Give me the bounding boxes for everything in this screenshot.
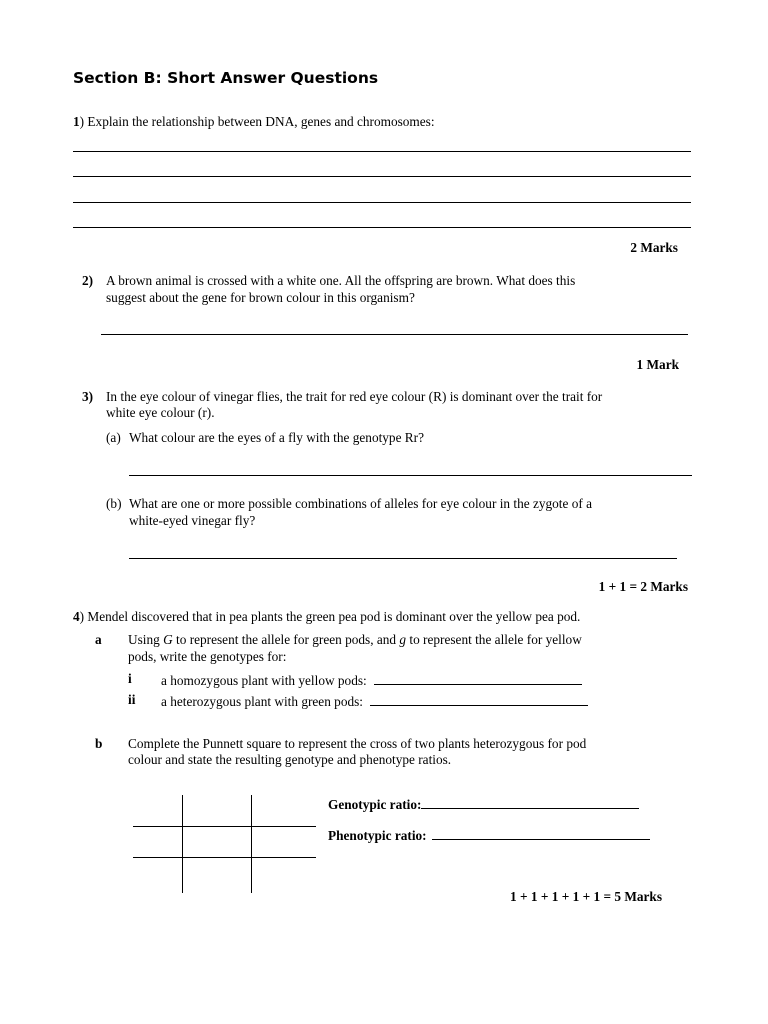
phenotypic-ratio-blank[interactable] xyxy=(432,826,650,840)
q4ai-answer-blank[interactable] xyxy=(374,671,582,685)
q4a-post: to represent the allele for yellow xyxy=(406,632,582,647)
q4aii-label: ii xyxy=(128,692,136,707)
genotypic-ratio-row xyxy=(328,795,639,813)
q4a-symbol-G: G xyxy=(163,632,173,647)
q3a-answer-line[interactable] xyxy=(129,475,692,476)
q4a-pre: Using xyxy=(128,632,164,647)
question-1 xyxy=(73,114,435,130)
q3-text-line-2: white eye colour (r). xyxy=(106,405,215,420)
q1-answer-line-1[interactable] xyxy=(73,151,691,152)
q3b-text-line-2: white-eyed vinegar fly? xyxy=(129,513,256,528)
q2-answer-line[interactable] xyxy=(101,334,688,335)
punnett-vertical-line-1 xyxy=(182,795,183,893)
punnett-horizontal-line-1 xyxy=(133,826,316,827)
punnett-horizontal-line-2 xyxy=(133,857,316,858)
q2-text-line-2: suggest about the gene for brown colour in this organism? xyxy=(106,290,415,305)
q3-text-line-1: In the eye colour of vinegar flies, the trait for red eye colour (R) is dominant over the trait for xyxy=(106,389,603,404)
q4ai-text: a homozygous plant with yellow pods: xyxy=(161,673,367,688)
q3-number: 3) xyxy=(82,389,94,404)
q4-intro: Mendel discovered that in pea plants the green pea pod is dominant over the yellow pea pod. xyxy=(84,609,581,624)
q4-paren: ) xyxy=(79,609,85,624)
q2-marks: 1 Mark xyxy=(636,357,679,372)
q4ai-row xyxy=(161,671,582,689)
q3b-text-line-1: What are one or more possible combinations of alleles for eye colour in the zygote of a xyxy=(129,496,593,511)
q1-number: 1 xyxy=(73,114,80,129)
phenotypic-ratio-label: Phenotypic ratio: xyxy=(328,828,427,843)
q3a-text: What colour are the eyes of a fly with the genotype Rr? xyxy=(129,430,425,445)
q1-answer-line-3[interactable] xyxy=(73,202,691,203)
q4ai-label: i xyxy=(128,671,132,686)
q4-marks: 1 + 1 + 1 + 1 + 1 = 5 Marks xyxy=(509,889,662,904)
q4a-symbol-g: g xyxy=(399,632,407,647)
q1-text: Explain the relationship between DNA, genes and chromosomes: xyxy=(84,114,435,129)
phenotypic-ratio-row xyxy=(328,826,650,844)
q4aii-row xyxy=(161,692,588,710)
q3-marks: 1 + 1 = 2 Marks xyxy=(598,579,688,594)
question-4 xyxy=(73,609,580,625)
q4b-label: b xyxy=(95,736,103,751)
q4a-text-line-2: pods, write the genotypes for: xyxy=(128,649,287,664)
genotypic-ratio-blank[interactable] xyxy=(421,795,639,809)
q4a-mid: to represent the allele for green pods, and xyxy=(172,632,400,647)
punnett-vertical-line-2 xyxy=(251,795,252,893)
q1-answer-line-4[interactable] xyxy=(73,227,691,228)
q1-answer-line-2[interactable] xyxy=(73,176,691,177)
q4a-label: a xyxy=(95,632,102,647)
q3b-answer-line[interactable] xyxy=(129,558,677,559)
section-title: Section B: Short Answer Questions xyxy=(73,69,379,87)
q4b-text-line-2: colour and state the resulting genotype and phenotype ratios. xyxy=(128,752,452,767)
q2-text-line-1: A brown animal is crossed with a white one. All the offspring are brown. What does this xyxy=(106,273,576,288)
q3a-label: (a) xyxy=(106,430,121,445)
genotypic-ratio-label: Genotypic ratio: xyxy=(328,797,422,812)
q2-number: 2) xyxy=(82,273,94,288)
q1-marks: 2 Marks xyxy=(630,240,678,255)
q1-paren: ) xyxy=(79,114,85,129)
q4a-text-line-1 xyxy=(128,632,582,648)
q4aii-text: a heterozygous plant with green pods: xyxy=(161,694,363,709)
q3b-label: (b) xyxy=(106,496,122,511)
q4aii-answer-blank[interactable] xyxy=(370,692,588,706)
q4-number: 4 xyxy=(73,609,80,624)
q4b-text-line-1: Complete the Punnett square to represent the cross of two plants heterozygous for pod xyxy=(128,736,587,751)
